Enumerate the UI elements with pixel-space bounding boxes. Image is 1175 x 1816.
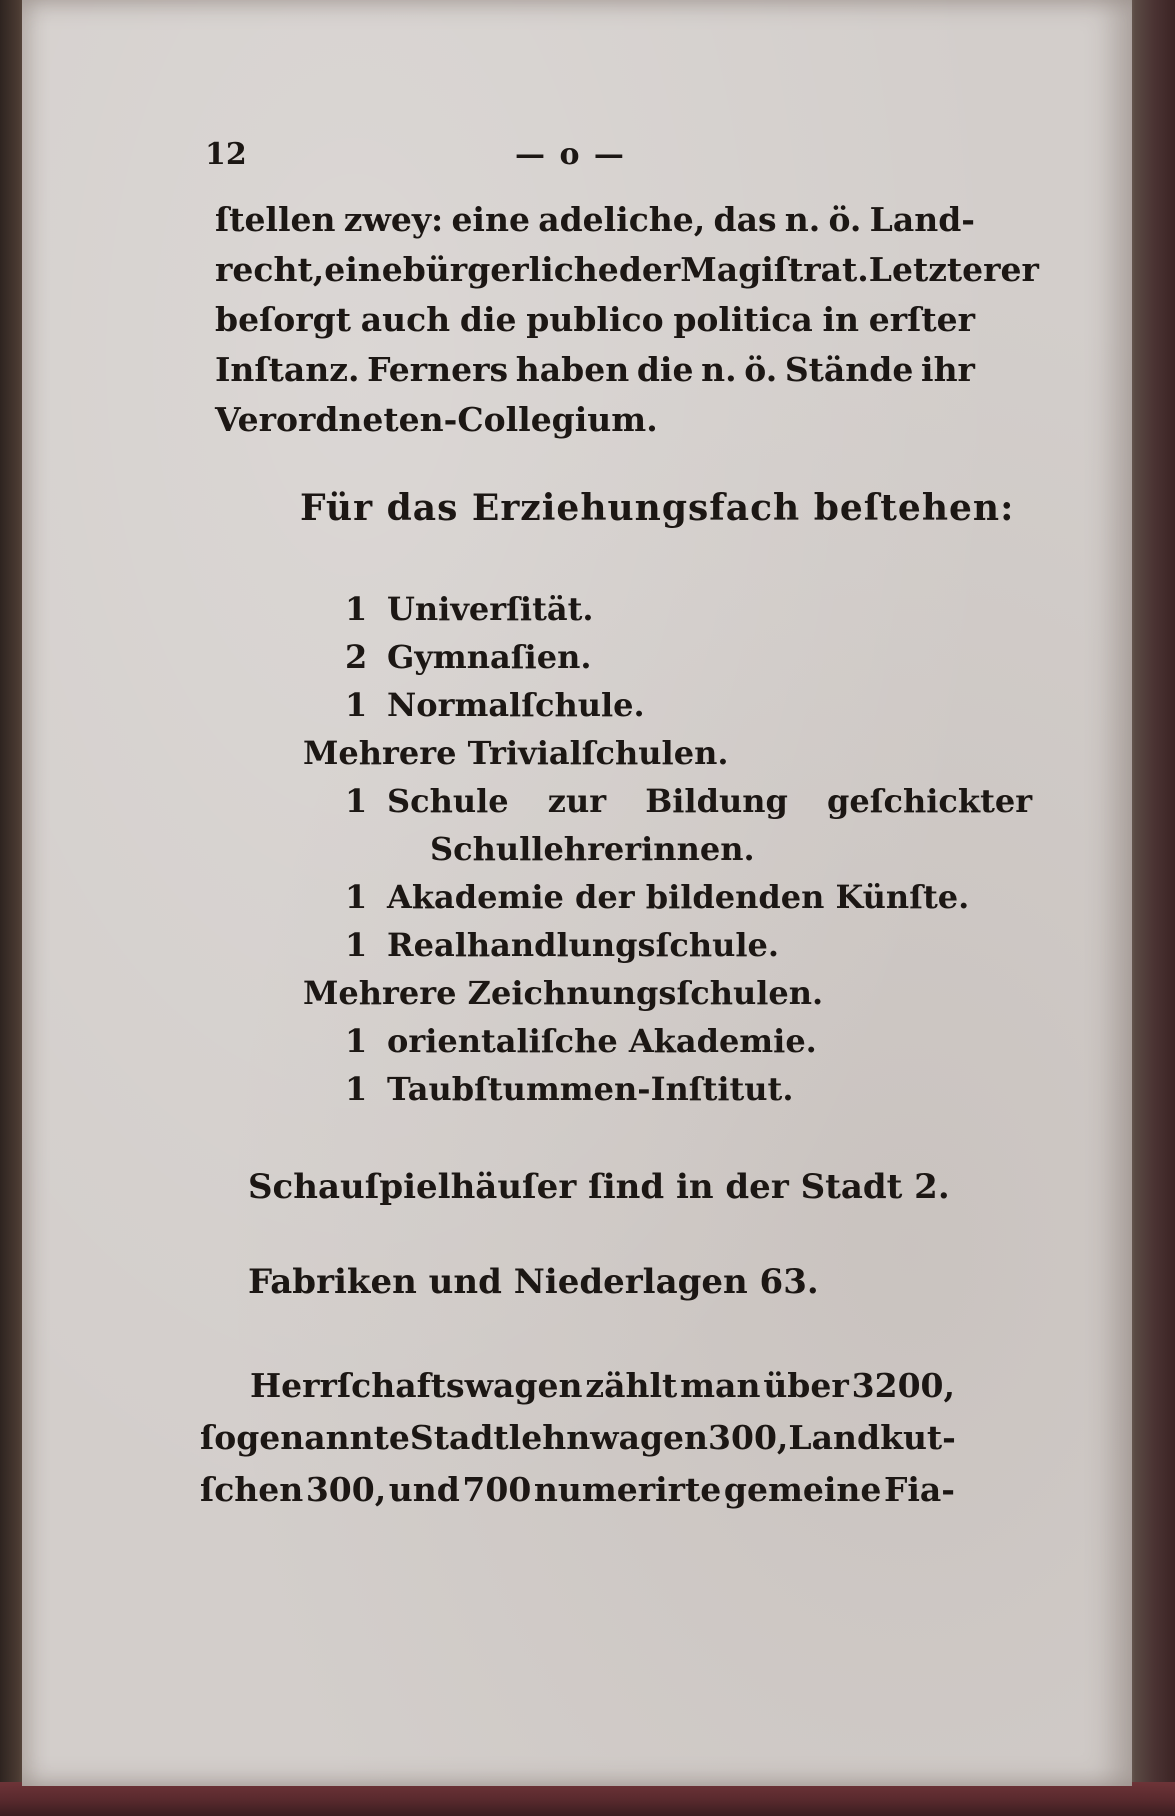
- list-item-count: 1: [345, 878, 368, 916]
- word: ſogenannte: [200, 1418, 410, 1457]
- list-item-count: 1: [345, 926, 368, 964]
- word: politica: [673, 300, 813, 339]
- list-item-count: 1: [345, 1022, 368, 1060]
- word: beſorgt: [215, 300, 351, 339]
- paragraph-theatres: Schauſpielhäuſer ſind in der Stadt 2.: [248, 1167, 950, 1207]
- list-item-text: Realhandlungsſchule.: [387, 926, 779, 964]
- word: adeliche,: [538, 200, 706, 239]
- text-line: [215, 295, 975, 345]
- word: Stadtlehnwagen: [409, 1418, 709, 1457]
- list-item-text: Schule zur Bildung geſchickter: [387, 782, 1033, 820]
- word: ſchen: [200, 1470, 304, 1509]
- paragraph-administration: [215, 195, 1039, 445]
- word: n.: [701, 350, 737, 389]
- word: n.: [784, 200, 821, 239]
- list-item: [345, 1065, 975, 1113]
- list-item: [345, 873, 975, 921]
- list-item: [345, 921, 975, 969]
- word: numerirte: [533, 1470, 722, 1509]
- list-item: [303, 729, 975, 777]
- word: Herrſchaftswagen: [250, 1366, 583, 1405]
- word: 300,: [305, 1470, 387, 1509]
- word: Fia-: [883, 1470, 955, 1509]
- book-binding-bottom: [0, 1782, 1175, 1816]
- text-line: [215, 195, 975, 245]
- list-item-text: Mehrere Trivialſchulen.: [303, 734, 729, 772]
- word: man: [680, 1366, 761, 1405]
- word: erſter: [868, 300, 975, 339]
- list-item-text: orientaliſche Akademie.: [387, 1022, 817, 1060]
- list-item: [345, 681, 975, 729]
- page-number: 12: [205, 137, 247, 172]
- word: über: [763, 1366, 849, 1405]
- education-institutions-list: [303, 585, 1033, 1113]
- text-line: [200, 1412, 955, 1464]
- list-item: [345, 825, 975, 873]
- word: Ferners: [367, 350, 509, 389]
- word: das: [713, 200, 777, 239]
- word: Landkut-: [788, 1418, 956, 1457]
- word: ö.: [828, 200, 862, 239]
- word: der: [618, 250, 681, 289]
- list-item: [345, 585, 975, 633]
- list-item: [303, 969, 975, 1017]
- list-item-count: 2: [345, 638, 368, 676]
- list-item: [345, 633, 975, 681]
- word: die: [636, 350, 694, 389]
- list-item-count: 1: [345, 686, 368, 724]
- word: 700: [462, 1470, 532, 1509]
- word: ö.: [744, 350, 778, 389]
- word: Land-: [869, 200, 975, 239]
- list-item-text: Normalſchule.: [387, 686, 645, 724]
- word: recht,: [215, 250, 325, 289]
- list-item-text: Gymnaſien.: [387, 638, 592, 676]
- text-line: [215, 395, 975, 445]
- section-heading-education: Für das Erziehungsfach beſtehen:: [300, 487, 1015, 529]
- list-item-text: Schullehrerinnen.: [430, 830, 755, 868]
- word: Verordneten-Collegium.: [215, 400, 658, 439]
- list-item: [345, 1017, 975, 1065]
- text-line: [200, 1464, 955, 1516]
- word: Inſtanz.: [215, 350, 360, 389]
- word: ſtellen: [215, 200, 336, 239]
- word: 3200,: [851, 1366, 955, 1405]
- list-item-text: Akademie der bildenden Künſte.: [387, 878, 970, 916]
- word: gemeine: [723, 1470, 882, 1509]
- list-item-count: 1: [345, 1070, 368, 1108]
- word: in: [822, 300, 860, 339]
- list-item-text: Taubſtummen-Inſtitut.: [387, 1070, 794, 1108]
- paragraph-factories: Fabriken und Niederlagen 63.: [248, 1262, 819, 1302]
- text-line: [200, 1360, 955, 1412]
- word: Stände: [784, 350, 914, 389]
- word: auch: [360, 300, 451, 339]
- book-binding-right: [1125, 0, 1175, 1816]
- list-item-count: 1: [345, 782, 368, 820]
- word: ihr: [921, 350, 975, 389]
- word: bürgerliche: [402, 250, 619, 289]
- list-item: [345, 777, 1033, 825]
- word: haben: [515, 350, 630, 389]
- word: zwey:: [343, 200, 444, 239]
- word: eine: [451, 200, 530, 239]
- word: eine: [324, 250, 403, 289]
- word: Magiſtrat.: [680, 250, 869, 289]
- word: publico: [526, 300, 664, 339]
- word: Letzterer: [868, 250, 1039, 289]
- word: die: [459, 300, 517, 339]
- word: zählt: [585, 1366, 678, 1405]
- list-item-text: Univerſität.: [387, 590, 594, 628]
- word: 300,: [708, 1418, 789, 1457]
- list-item-text: Mehrere Zeichnungsſchulen.: [303, 974, 824, 1012]
- word: und: [388, 1470, 460, 1509]
- paragraph-carriages: [200, 1360, 955, 1516]
- page-header-ornament: — o —: [515, 137, 626, 172]
- text-line: [215, 345, 975, 395]
- list-item-count: 1: [345, 590, 368, 628]
- text-line: [215, 245, 1039, 295]
